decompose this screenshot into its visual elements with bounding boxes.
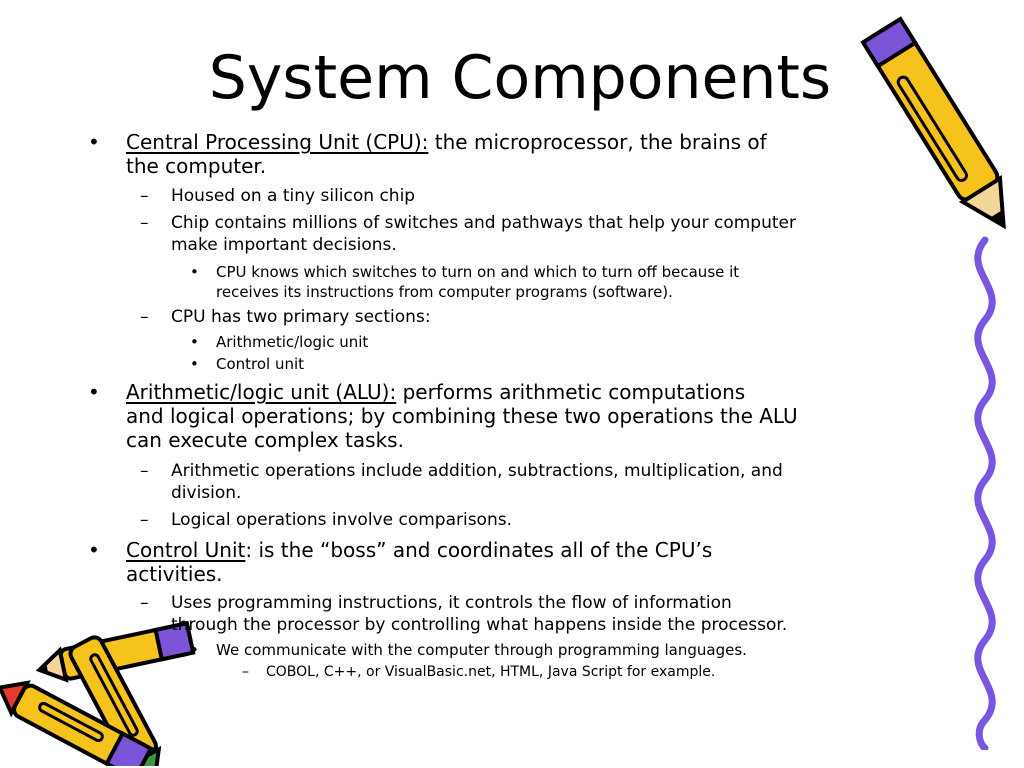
cpu-def-line1: the microprocessor, the brains of [428, 130, 767, 154]
alu-def-line2: and logical operations; by combining these two operations the ALU [126, 404, 798, 428]
alu-term: Arithmetic/logic unit (ALU): [126, 380, 397, 404]
alu-def-line3: can execute complex tasks. [126, 428, 404, 452]
alu-sub2: Logical operations involve comparisons. [171, 510, 512, 530]
dash-marker: – [140, 186, 149, 206]
cu-sub1-line1: Uses programming instructions, it controls the flow of information [171, 593, 732, 613]
bullet-marker: • [88, 538, 100, 562]
dash-marker: – [242, 664, 249, 680]
crayon-icon [0, 616, 210, 766]
cpu-sub3: CPU has two primary sections: [171, 307, 431, 327]
bullet-marker: • [88, 130, 100, 154]
slide-title: System Components [208, 43, 832, 113]
cpu-sub2a-line2: receives its instructions from computer programs (software). [216, 283, 673, 301]
cpu-def-line2: the computer. [126, 154, 267, 178]
alu-sub1-line2: division. [171, 483, 242, 503]
alu-definition [126, 380, 745, 404]
bullet-marker: • [190, 263, 199, 281]
bullet-marker: • [190, 355, 199, 373]
bullet-marker: • [190, 641, 199, 659]
dash-marker: – [140, 213, 149, 233]
cpu-sub2a-line1: CPU knows which switches to turn on and which to turn off because it [216, 263, 740, 281]
cu-sub1a1: COBOL, C++, or VisualBasic.net, HTML, Java Script for example. [266, 664, 716, 680]
cpu-sub3b: Control unit [216, 355, 305, 373]
cpu-definition [126, 130, 767, 154]
cu-definition [126, 538, 712, 562]
cu-def-line2: activities. [126, 562, 223, 586]
alu-sub1-line1: Arithmetic operations include addition, subtractions, multiplication, and [171, 461, 783, 481]
alu-def-line1: performs arithmetic computations [396, 380, 746, 404]
cpu-sub2-line2: make important decisions. [171, 235, 397, 255]
cpu-term: Central Processing Unit (CPU): [126, 130, 429, 154]
cpu-sub2-line1: Chip contains millions of switches and pathways that help your computer [171, 213, 796, 233]
dash-marker: – [140, 461, 149, 481]
cu-sub1-line2: through the processor by controlling what happens inside the processor. [171, 615, 788, 635]
dash-marker: – [140, 593, 149, 613]
bullet-marker: • [190, 333, 199, 351]
dash-marker: – [140, 307, 149, 327]
cu-term: Control Unit [126, 538, 246, 562]
squiggle-line [955, 230, 1015, 750]
cpu-sub3a: Arithmetic/logic unit [216, 333, 369, 351]
cu-sub1a: We communicate with the computer through programming languages. [216, 641, 747, 659]
cu-def-line1: : is the “boss” and coordinates all of the CPU’s [245, 538, 713, 562]
cpu-sub1: Housed on a tiny silicon chip [171, 186, 416, 206]
bullet-marker: • [88, 380, 100, 404]
dash-marker: – [140, 510, 149, 530]
